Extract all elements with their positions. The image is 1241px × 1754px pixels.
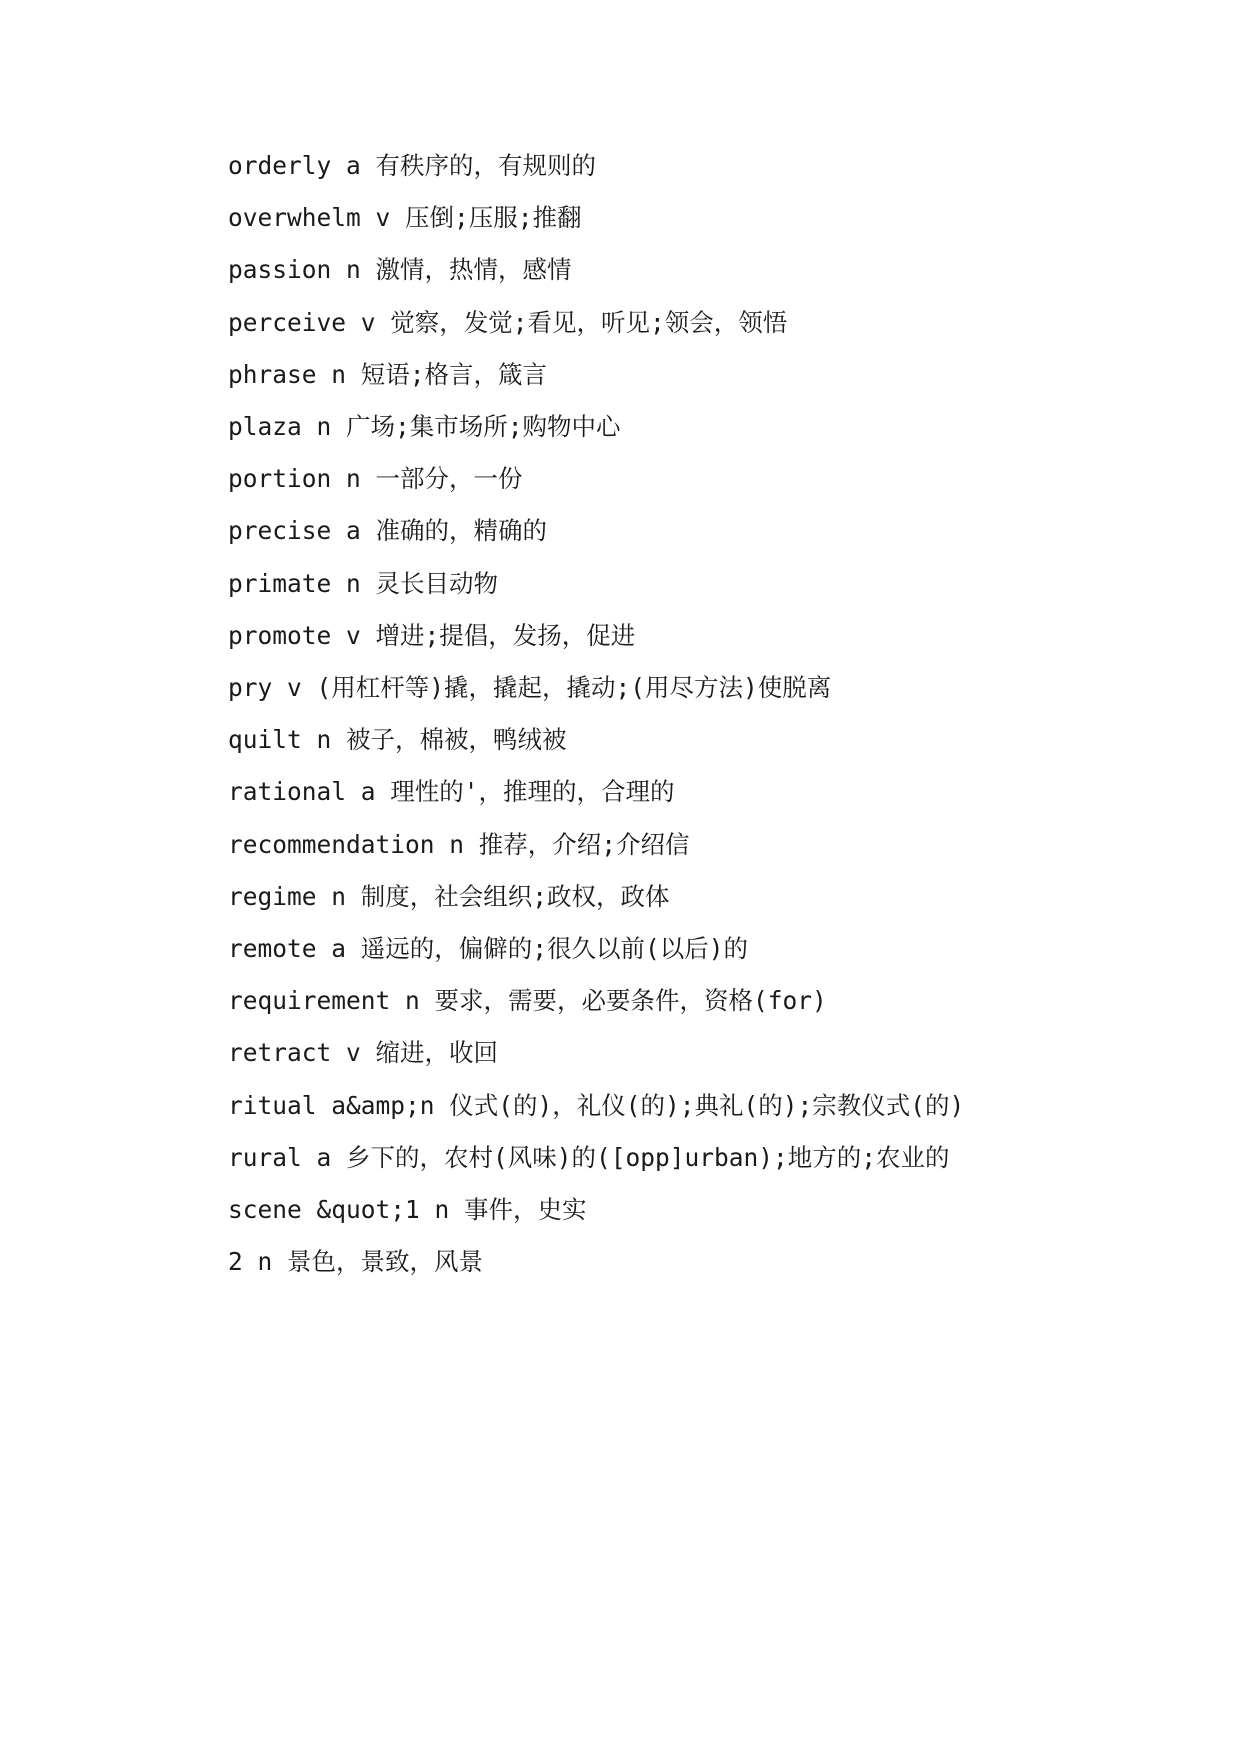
vocabulary-list: [170, 140, 970, 1288]
vocab-entry: scene &quot;1 n 事件，史实: [228, 1195, 587, 1225]
vocab-entry: phrase n 短语;格言，箴言: [228, 359, 548, 389]
vocab-entry: primate n 灵长目动物: [228, 568, 499, 598]
vocab-entry: orderly a 有秩序的，有规则的: [228, 151, 597, 180]
vocab-entry: regime n 制度，社会组织;政权，政体: [228, 881, 670, 911]
vocab-entry: ritual a&amp;n 仪式(的)，礼仪(的);典礼(的);宗教仪式(的): [228, 1090, 965, 1120]
vocab-entry: requirement n 要求，需要，必要条件，资格(for): [228, 986, 827, 1016]
vocab-entry: plaza n 广场;集市场所;购物中心: [228, 412, 621, 442]
vocab-entry: recommendation n 推荐，介绍;介绍信: [228, 829, 690, 859]
vocab-entry: promote v 增进;提倡，发扬，促进: [228, 620, 636, 650]
vocab-entry: remote a 遥远的，偏僻的;很久以前(以后)的: [228, 934, 749, 964]
vocab-entry: passion n 激情，热情，感情: [228, 255, 572, 285]
vocab-entry: pry v (用杠杆等)撬，撬起，撬动;(用尽方法)使脱离: [228, 673, 832, 703]
vocab-entry: retract v 缩进，收回: [228, 1038, 499, 1068]
vocab-entry: perceive v 觉察，发觉;看见，听见;领会，领悟: [228, 307, 788, 337]
vocab-entry: portion n 一部分，一份: [228, 464, 523, 494]
vocab-entry: overwhelm v 压倒;压服;推翻: [228, 203, 582, 233]
vocab-entry: rural a 乡下的，农村(风味)的([opp]urban);地方的;农业的: [228, 1142, 950, 1172]
vocab-entry: precise a 准确的，精确的: [228, 516, 548, 546]
vocab-entry: quilt n 被子，棉被，鸭绒被: [228, 725, 567, 755]
vocab-entry: 2 n 景色，景致，风景: [228, 1247, 484, 1277]
vocab-entry: rational a 理性的'，推理的，合理的: [228, 777, 675, 807]
